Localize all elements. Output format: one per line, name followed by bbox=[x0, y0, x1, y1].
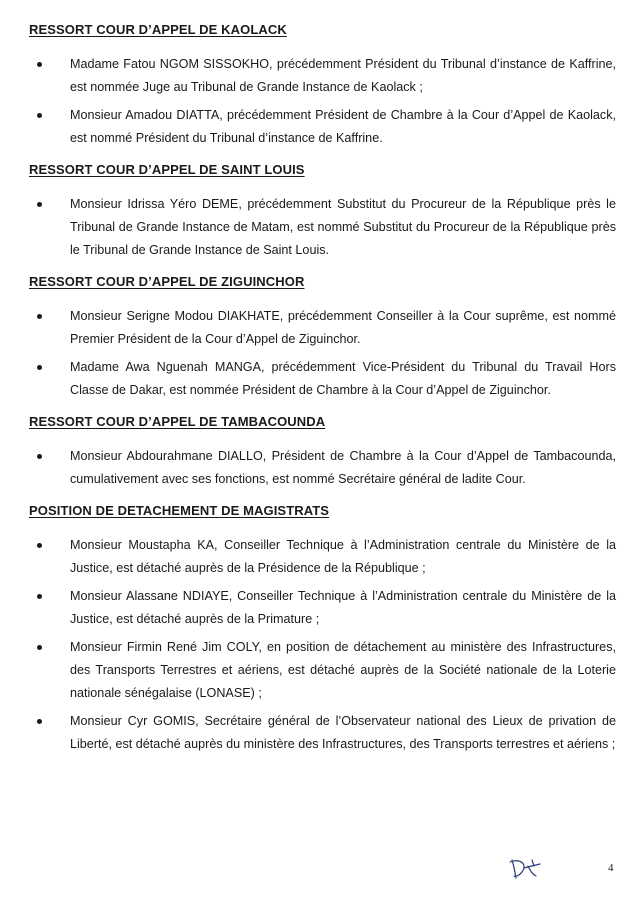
list-item-text: Monsieur Amadou DIATTA, précédemment Président de Chambre à la Cour d’Appel de Kaolack, est nommé Président du Tribunal d’instance de Kaffrine. bbox=[70, 108, 616, 145]
bullet-dot-icon bbox=[37, 645, 42, 650]
list-item-text: Monsieur Serigne Modou DIAKHATE, précédemment Conseiller à la Cour suprême, est nommé Premier Président de la Cour d’Appel de Ziguinchor. bbox=[70, 309, 616, 346]
bullet-list bbox=[29, 53, 616, 150]
list-item bbox=[29, 710, 616, 756]
list-item bbox=[29, 305, 616, 351]
list-item bbox=[29, 193, 616, 262]
section-heading: RESSORT COUR D’APPEL DE SAINT LOUIS bbox=[29, 162, 305, 177]
list-item-text: Monsieur Abdourahmane DIALLO, Président de Chambre à la Cour d’Appel de Tambacounda, cumulativement avec ses fonctions, est nommé Secrétaire général de ladite Cour. bbox=[70, 449, 616, 486]
list-item bbox=[29, 445, 616, 491]
bullet-dot-icon bbox=[37, 202, 42, 207]
section-heading: POSITION DE DETACHEMENT DE MAGISTRATS bbox=[29, 503, 330, 518]
section bbox=[29, 22, 616, 150]
bullet-list bbox=[29, 193, 616, 262]
bullet-list bbox=[29, 305, 616, 402]
bullet-dot-icon bbox=[37, 62, 42, 67]
section-heading: RESSORT COUR D’APPEL DE TAMBACOUNDA bbox=[29, 414, 326, 429]
list-item-text: Monsieur Moustapha KA, Conseiller Technique à l’Administration centrale du Ministère de la Justice, est détaché auprès de la Présidence de la République ; bbox=[70, 538, 616, 575]
section bbox=[29, 414, 616, 491]
bullet-dot-icon bbox=[37, 594, 42, 599]
list-item-text: Madame Awa Nguenah MANGA, précédemment Vice-Président du Tribunal du Travail Hors Classe de Dakar, est nommée Président de Chambre à la Cour d’Appel de Ziguinchor. bbox=[70, 360, 616, 397]
list-item bbox=[29, 585, 616, 631]
page-number: 4 bbox=[608, 862, 614, 874]
bullet-dot-icon bbox=[37, 314, 42, 319]
list-item-text: Monsieur Cyr GOMIS, Secrétaire général de l’Observateur national des Lieux de privation de Liberté, est détaché auprès du ministère des Infrastructures, des Transports terrestres et aériens ; bbox=[70, 714, 616, 751]
bullet-list bbox=[29, 534, 616, 756]
list-item-text: Monsieur Idrissa Yéro DEME, précédemment Substitut du Procureur de la République près le Tribunal de Grande Instance de Matam, est nommé Substitut du Procureur de la République près le Tribunal de Grande Instance de Saint Louis. bbox=[70, 197, 616, 257]
list-item bbox=[29, 356, 616, 402]
list-item-text: Monsieur Alassane NDIAYE, Conseiller Technique à l’Administration centrale du Ministère de la Justice, est détaché auprès de la Primature ; bbox=[70, 589, 616, 626]
bullet-list bbox=[29, 445, 616, 491]
list-item bbox=[29, 534, 616, 580]
section bbox=[29, 274, 616, 402]
list-item-text: Monsieur Firmin René Jim COLY, en position de détachement au ministère des Infrastructures, des Transports Terrestres et aériens, est détaché auprès de la Société nationale de la Loterie nationale sénégalaise (LONASE) ; bbox=[70, 640, 616, 700]
section-heading: RESSORT COUR D’APPEL DE ZIGUINCHOR bbox=[29, 274, 305, 289]
sections-container bbox=[29, 22, 616, 756]
list-item-text: Madame Fatou NGOM SISSOKHO, précédemment Président du Tribunal d’instance de Kaffrine, est nommée Juge au Tribunal de Grande Instance de Kaolack ; bbox=[70, 57, 616, 94]
list-item bbox=[29, 53, 616, 99]
list-item bbox=[29, 636, 616, 705]
section-heading: RESSORT COUR D’APPEL DE KAOLACK bbox=[29, 22, 287, 37]
list-item bbox=[29, 104, 616, 150]
bullet-dot-icon bbox=[37, 365, 42, 370]
bullet-dot-icon bbox=[37, 719, 42, 724]
section bbox=[29, 162, 616, 262]
section bbox=[29, 503, 616, 756]
bullet-dot-icon bbox=[37, 543, 42, 548]
bullet-dot-icon bbox=[37, 454, 42, 459]
handwritten-initials-icon bbox=[506, 856, 546, 882]
bullet-dot-icon bbox=[37, 113, 42, 118]
